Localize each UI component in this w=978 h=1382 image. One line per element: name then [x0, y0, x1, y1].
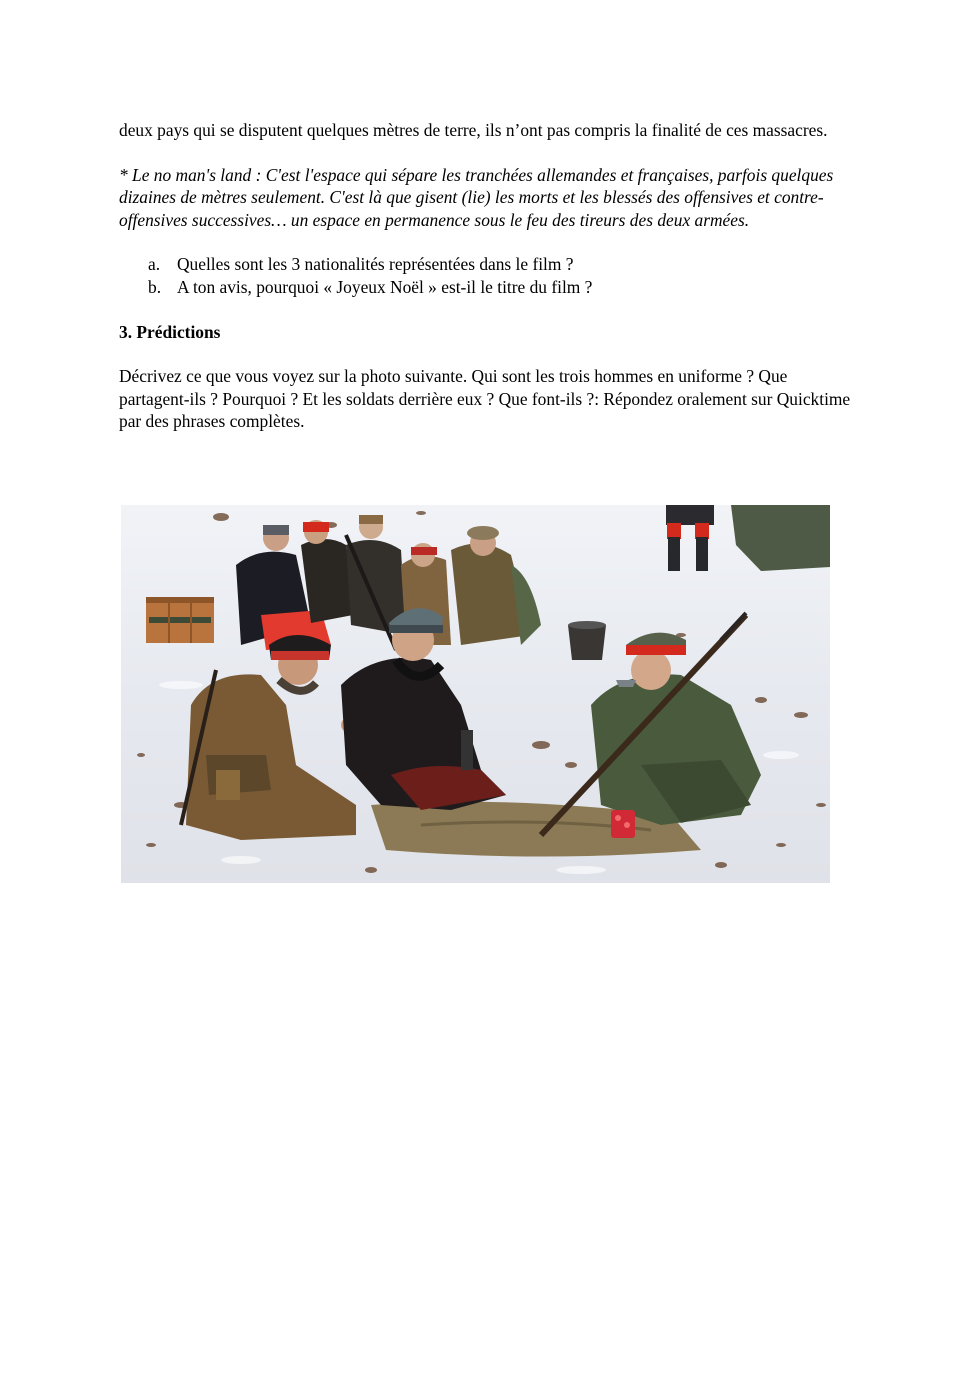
list-item	[119, 253, 859, 276]
section-heading: 3. Prédictions	[119, 321, 221, 342]
bucket	[568, 621, 606, 660]
continued-paragraph: deux pays qui se disputent quelques mètres de terre, ils n’ont pas compris la finalité de ces massacres.	[119, 120, 828, 140]
question-text: A ton avis, pourquoi « Joyeux Noël » est-il le titre du film ?	[177, 276, 593, 297]
photo-illustration	[121, 505, 830, 883]
list-marker: a.	[148, 254, 161, 275]
no-mans-land-footnote: * Le no man's land : C'est l'espace qui sépare les tranchées allemandes et françaises, parfois quelques dizaines de mètres seulement. C'est là que gisent (lie) les morts et les blessés des offensives et contre-offensives successives… un espace en permanence sous le feu des tireurs des deux armées.	[119, 164, 834, 230]
question-list	[119, 253, 859, 298]
instructions-paragraph: Décrivez ce que vous voyez sur la photo suivante. Qui sont les trois hommes en uniforme ? Que partagent-ils ? Pourquoi ? Et les soldats derrière eux ? Que font-ils ?: Répondez oralement sur Quicktime par des phrases complètes.	[119, 366, 851, 432]
wooden-crate	[146, 597, 214, 643]
document-body	[119, 119, 859, 433]
list-item	[119, 276, 859, 299]
list-marker: b.	[148, 276, 162, 297]
soldiers-photo	[121, 505, 830, 883]
question-text: Quelles sont les 3 nationalités représentées dans le film ?	[177, 254, 574, 275]
